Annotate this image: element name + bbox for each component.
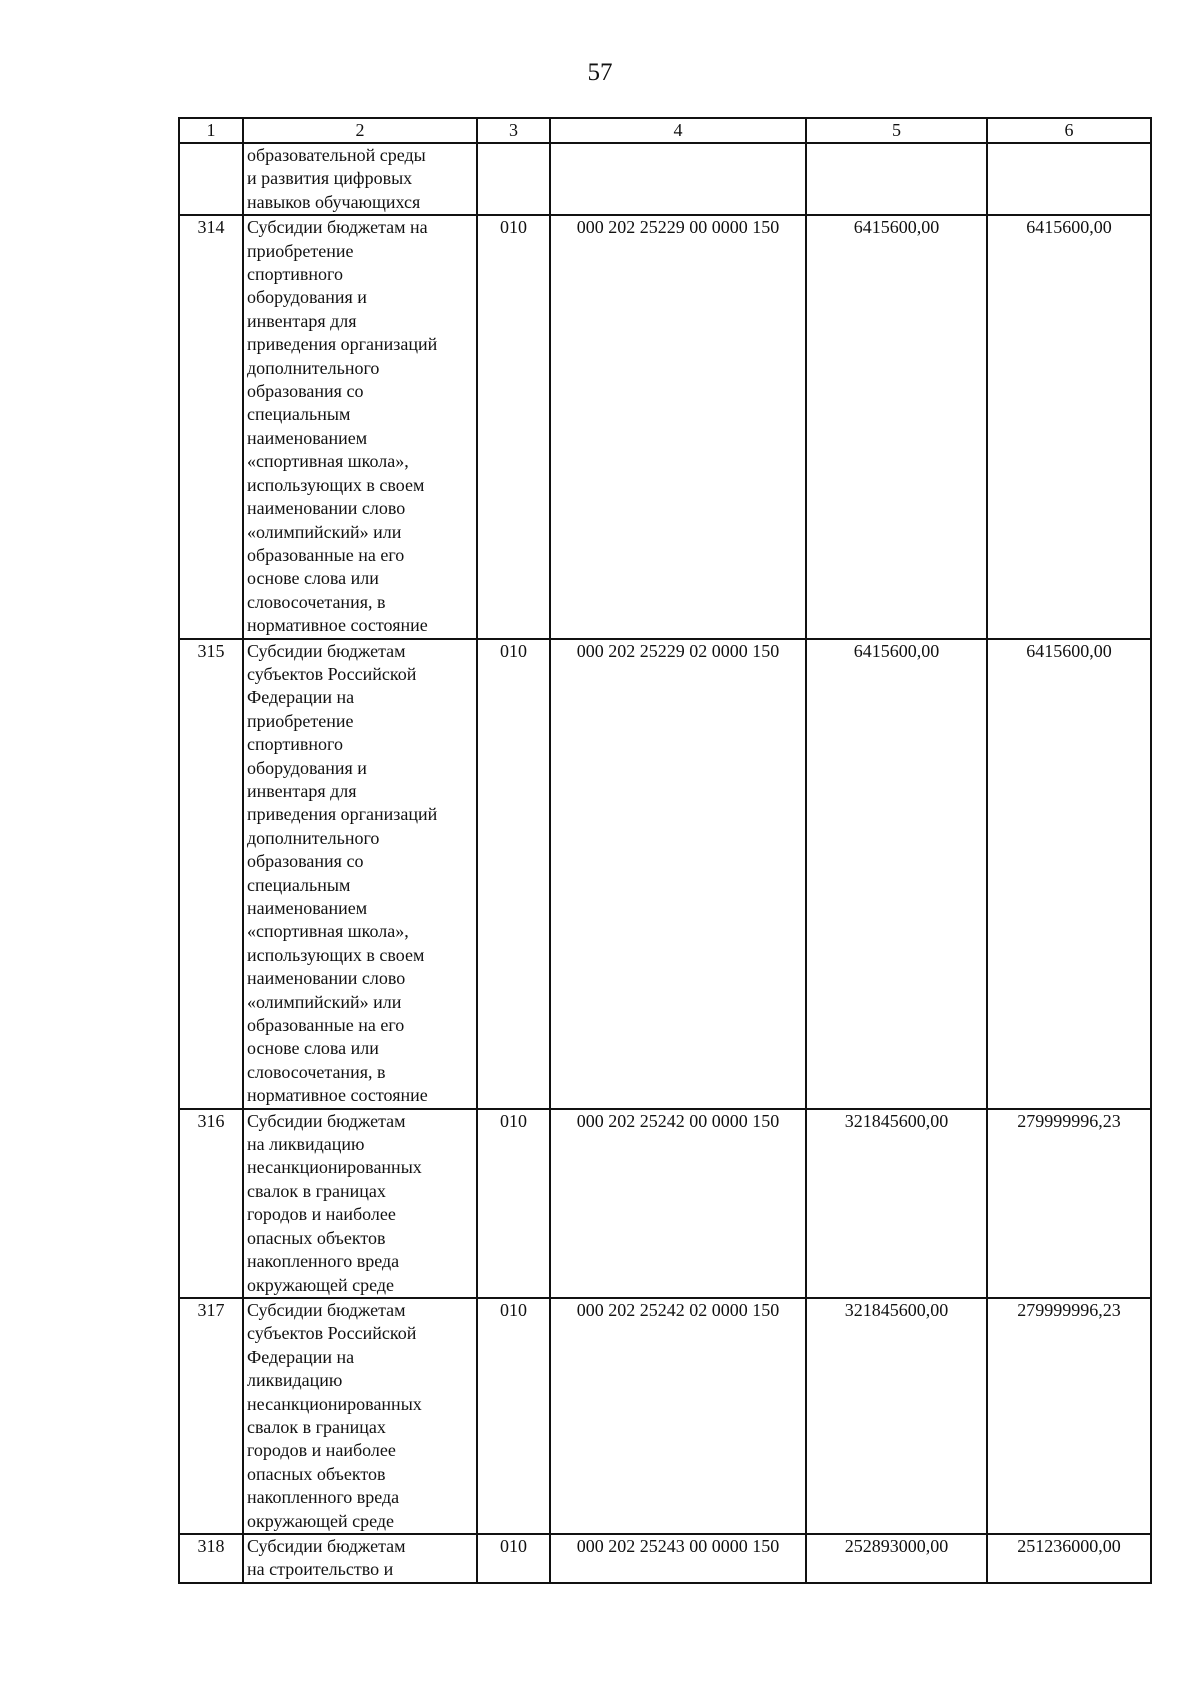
header-col-5: 5 xyxy=(806,118,987,143)
row-amount-executed: 279999996,23 xyxy=(987,1109,1151,1298)
row-description: Субсидии бюджетам на приобретение спортивного оборудования и инвентаря для приведения организаций дополнительного образования со специальным наименованием «спортивная школа», использующих в своем наименовании слово «олимпийский» или образованные на его основе слова или словосочетания, в нормативное состояние xyxy=(243,215,477,638)
row-number: 316 xyxy=(179,1109,243,1298)
row-code xyxy=(477,143,550,215)
header-col-2: 2 xyxy=(243,118,477,143)
row-amount-executed: 6415600,00 xyxy=(987,639,1151,1109)
row-amount-planned: 321845600,00 xyxy=(806,1298,987,1534)
budget-table xyxy=(178,117,1152,1584)
table-row xyxy=(179,1298,1151,1534)
row-code: 010 xyxy=(477,215,550,638)
table-row xyxy=(179,1109,1151,1298)
row-budget-classification: 000 202 25242 00 0000 150 xyxy=(550,1109,806,1298)
row-amount-executed: 251236000,00 xyxy=(987,1534,1151,1583)
header-col-3: 3 xyxy=(477,118,550,143)
row-budget-classification: 000 202 25229 02 0000 150 xyxy=(550,639,806,1109)
row-number: 318 xyxy=(179,1534,243,1583)
row-amount-planned: 321845600,00 xyxy=(806,1109,987,1298)
table-row xyxy=(179,143,1151,215)
row-amount-planned xyxy=(806,143,987,215)
row-number xyxy=(179,143,243,215)
row-amount-planned: 6415600,00 xyxy=(806,639,987,1109)
table-row xyxy=(179,215,1151,638)
row-description: Субсидии бюджетам на строительство и xyxy=(243,1534,477,1583)
row-code: 010 xyxy=(477,639,550,1109)
row-amount-planned: 6415600,00 xyxy=(806,215,987,638)
header-col-4: 4 xyxy=(550,118,806,143)
row-number: 315 xyxy=(179,639,243,1109)
page-number: 57 xyxy=(587,59,613,86)
row-amount-planned: 252893000,00 xyxy=(806,1534,987,1583)
row-budget-classification: 000 202 25243 00 0000 150 xyxy=(550,1534,806,1583)
row-budget-classification: 000 202 25242 02 0000 150 xyxy=(550,1298,806,1534)
row-code: 010 xyxy=(477,1298,550,1534)
row-number: 314 xyxy=(179,215,243,638)
row-amount-executed: 6415600,00 xyxy=(987,215,1151,638)
row-description: Субсидии бюджетам субъектов Российской Федерации на приобретение спортивного оборудования и инвентаря для приведения организаций дополнительного образования со специальным наименованием «спортивная школа», использующих в своем наименовании слово «олимпийский» или образованные на его основе слова или словосочетания, в нормативное состояние xyxy=(243,639,477,1109)
header-col-1: 1 xyxy=(179,118,243,143)
row-amount-executed xyxy=(987,143,1151,215)
row-description: образовательной среды и развития цифровых навыков обучающихся xyxy=(243,143,477,215)
row-description: Субсидии бюджетам на ликвидацию несанкционированных свалок в границах городов и наиболее опасных объектов накопленного вреда окружающей среде xyxy=(243,1109,477,1298)
table-row xyxy=(179,639,1151,1109)
row-number: 317 xyxy=(179,1298,243,1534)
header-col-6: 6 xyxy=(987,118,1151,143)
table-row xyxy=(179,1534,1151,1583)
table-header-row xyxy=(179,118,1151,143)
row-code: 010 xyxy=(477,1534,550,1583)
row-budget-classification: 000 202 25229 00 0000 150 xyxy=(550,215,806,638)
row-budget-classification xyxy=(550,143,806,215)
row-description: Субсидии бюджетам субъектов Российской Федерации на ликвидацию несанкционированных свалок в границах городов и наиболее опасных объектов накопленного вреда окружающей среде xyxy=(243,1298,477,1534)
row-amount-executed: 279999996,23 xyxy=(987,1298,1151,1534)
row-code: 010 xyxy=(477,1109,550,1298)
